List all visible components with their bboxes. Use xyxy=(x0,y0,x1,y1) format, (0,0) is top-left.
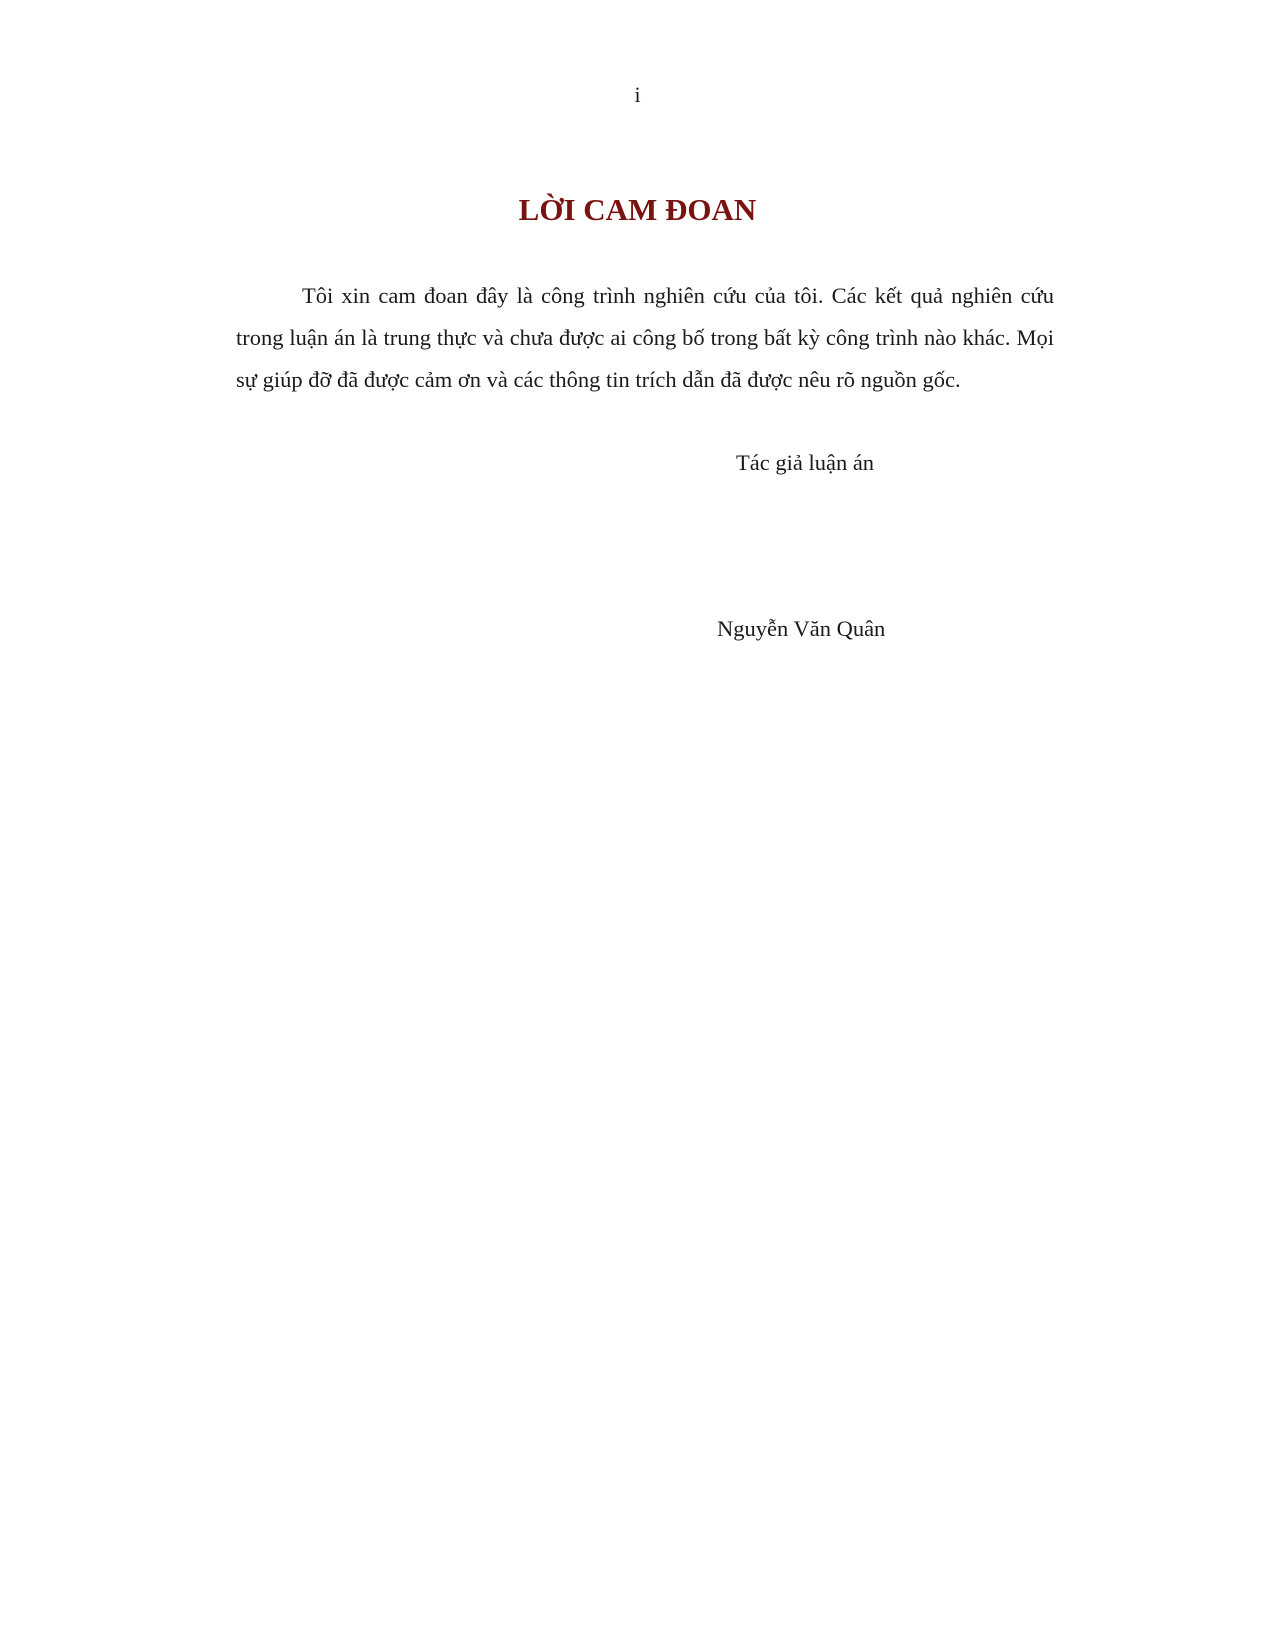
signature-label: Tác giả luận án xyxy=(736,450,875,475)
page-title: LỜI CAM ĐOAN xyxy=(518,192,757,227)
author-name: Nguyễn Văn Quân xyxy=(717,616,886,641)
declaration-paragraph: Tôi xin cam đoan đây là công trình nghiên cứu của tôi. Các kết quả nghiên cứu trong luận án là trung thực và chưa được ai công bố trong bất kỳ công trình nào khác. Mọi sự giúp đỡ đã được cảm ơn và các thông tin trích dẫn đã được nêu rõ nguồn gốc. xyxy=(236,283,1054,392)
page-number: i xyxy=(634,82,641,107)
